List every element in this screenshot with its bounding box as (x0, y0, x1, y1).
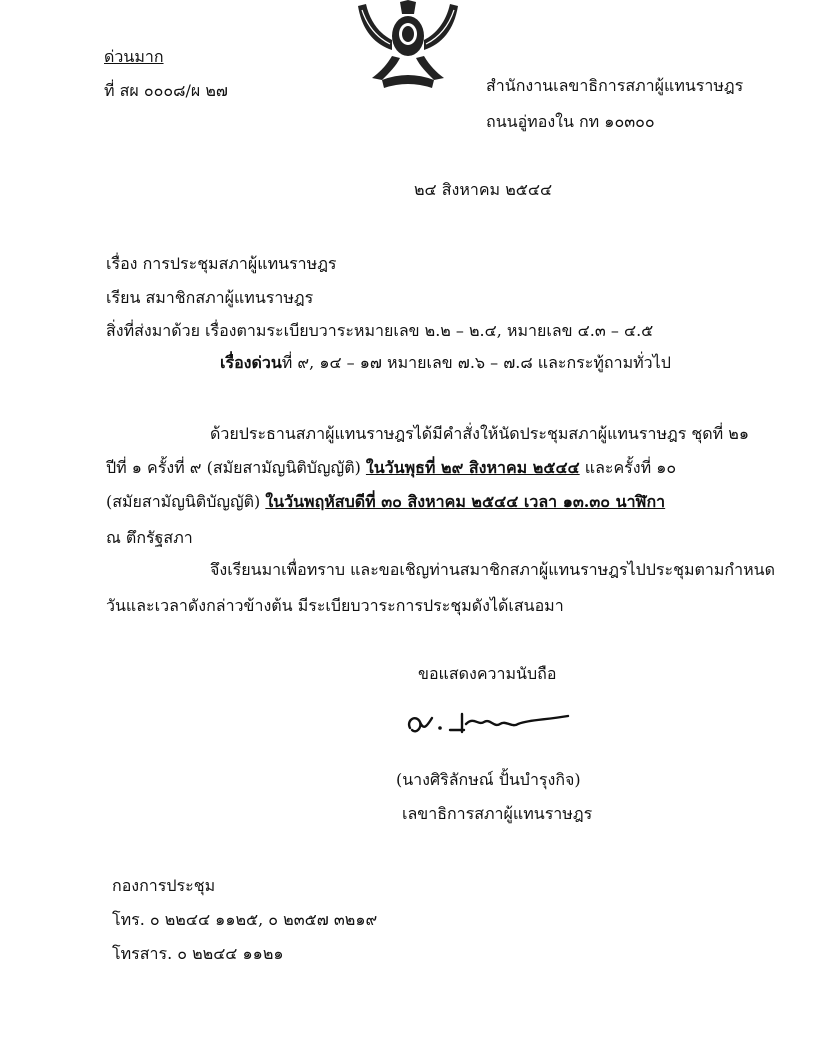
urgent-items-label: เรื่องด่วน (220, 353, 282, 372)
urgency-label: ด่วนมาก (104, 47, 164, 66)
session-10-date: ในวันพฤหัสบดีที่ ๓๐ สิงหาคม ๒๕๔๔ เวลา ๑๓.๓๐ นาฬิกา (265, 492, 666, 511)
closing-salutation: ขอแสดงความนับถือ (418, 664, 557, 683)
subject-line (106, 254, 337, 274)
body-para1-line3 (106, 492, 665, 512)
recipient-label: เรียน (106, 288, 141, 307)
enclosures-label: สิ่งที่ส่งมาด้วย (106, 321, 200, 340)
footer-phone: โทร. ๐ ๒๒๔๔ ๑๑๒๕, ๐ ๒๓๕๗ ๓๒๑๙ (112, 910, 378, 929)
footer-department: กองการประชุม (112, 876, 216, 895)
recipient-line (106, 288, 313, 308)
session-9-date: ในวันพุธที่ ๒๙ สิงหาคม ๒๕๔๔ (365, 458, 580, 477)
signatory-position: เลขาธิการสภาผู้แทนราษฎร (402, 804, 593, 823)
office-name: สำนักงานเลขาธิการสภาผู้แทนราษฎร (486, 76, 744, 95)
signatory-name: (นางศิริลักษณ์ ปั้นบำรุงกิจ) (396, 770, 581, 789)
body-para2-line2: วันและเวลาดังกล่าวข้างต้น มีระเบียบวาระการประชุมดังได้เสนอมา (106, 596, 564, 615)
signature-icon (404, 702, 574, 744)
urgent-items-text: ที่ ๙, ๑๔ – ๑๗ หมายเลข ๗.๖ – ๗.๘ และกระทู้ถามทั่วไป (281, 353, 671, 372)
meeting-venue: ณ ตึกรัฐสภา (106, 528, 193, 547)
session-10-type: (สมัยสามัญนิติบัญญัติ) (106, 492, 261, 511)
session-10-text: และครั้งที่ ๑๐ (584, 458, 677, 477)
subject-label: เรื่อง (106, 254, 138, 273)
footer-fax: โทรสาร. ๐ ๒๒๔๔ ๑๑๒๑ (112, 944, 284, 963)
recipient-text: สมาชิกสภาผู้แทนราษฎร (145, 288, 314, 307)
session-9-text: ปีที่ ๑ ครั้งที่ ๙ (สมัยสามัญนิติบัญญัติ) (106, 458, 361, 477)
enclosures-line-2 (220, 353, 671, 373)
garuda-emblem-icon (352, 0, 464, 92)
enclosures-line-1: เรื่องตามระเบียบวาระหมายเลข ๒.๒ – ๒.๔, หมายเลข ๔.๓ – ๔.๕ (205, 321, 654, 340)
subject-text: การประชุมสภาผู้แทนราษฎร (142, 254, 337, 273)
body-para1-line1: ด้วยประธานสภาผู้แทนราษฎรได้มีคำสั่งให้นัดประชุมสภาผู้แทนราษฎร ชุดที่ ๒๑ (210, 424, 749, 443)
letter-date: ๒๔ สิงหาคม ๒๕๔๔ (414, 180, 553, 199)
reference-number: ที่ สผ ๐๐๐๘/ผ ๒๗ (104, 81, 228, 100)
body-para2-line1: จึงเรียนมาเพื่อทราบ และขอเชิญท่านสมาชิกสภาผู้แทนราษฎรไปประชุมตามกำหนด (210, 560, 775, 579)
body-para1-line2 (106, 458, 676, 478)
office-address: ถนนอู่ทองใน กท ๑๐๓๐๐ (486, 112, 655, 131)
